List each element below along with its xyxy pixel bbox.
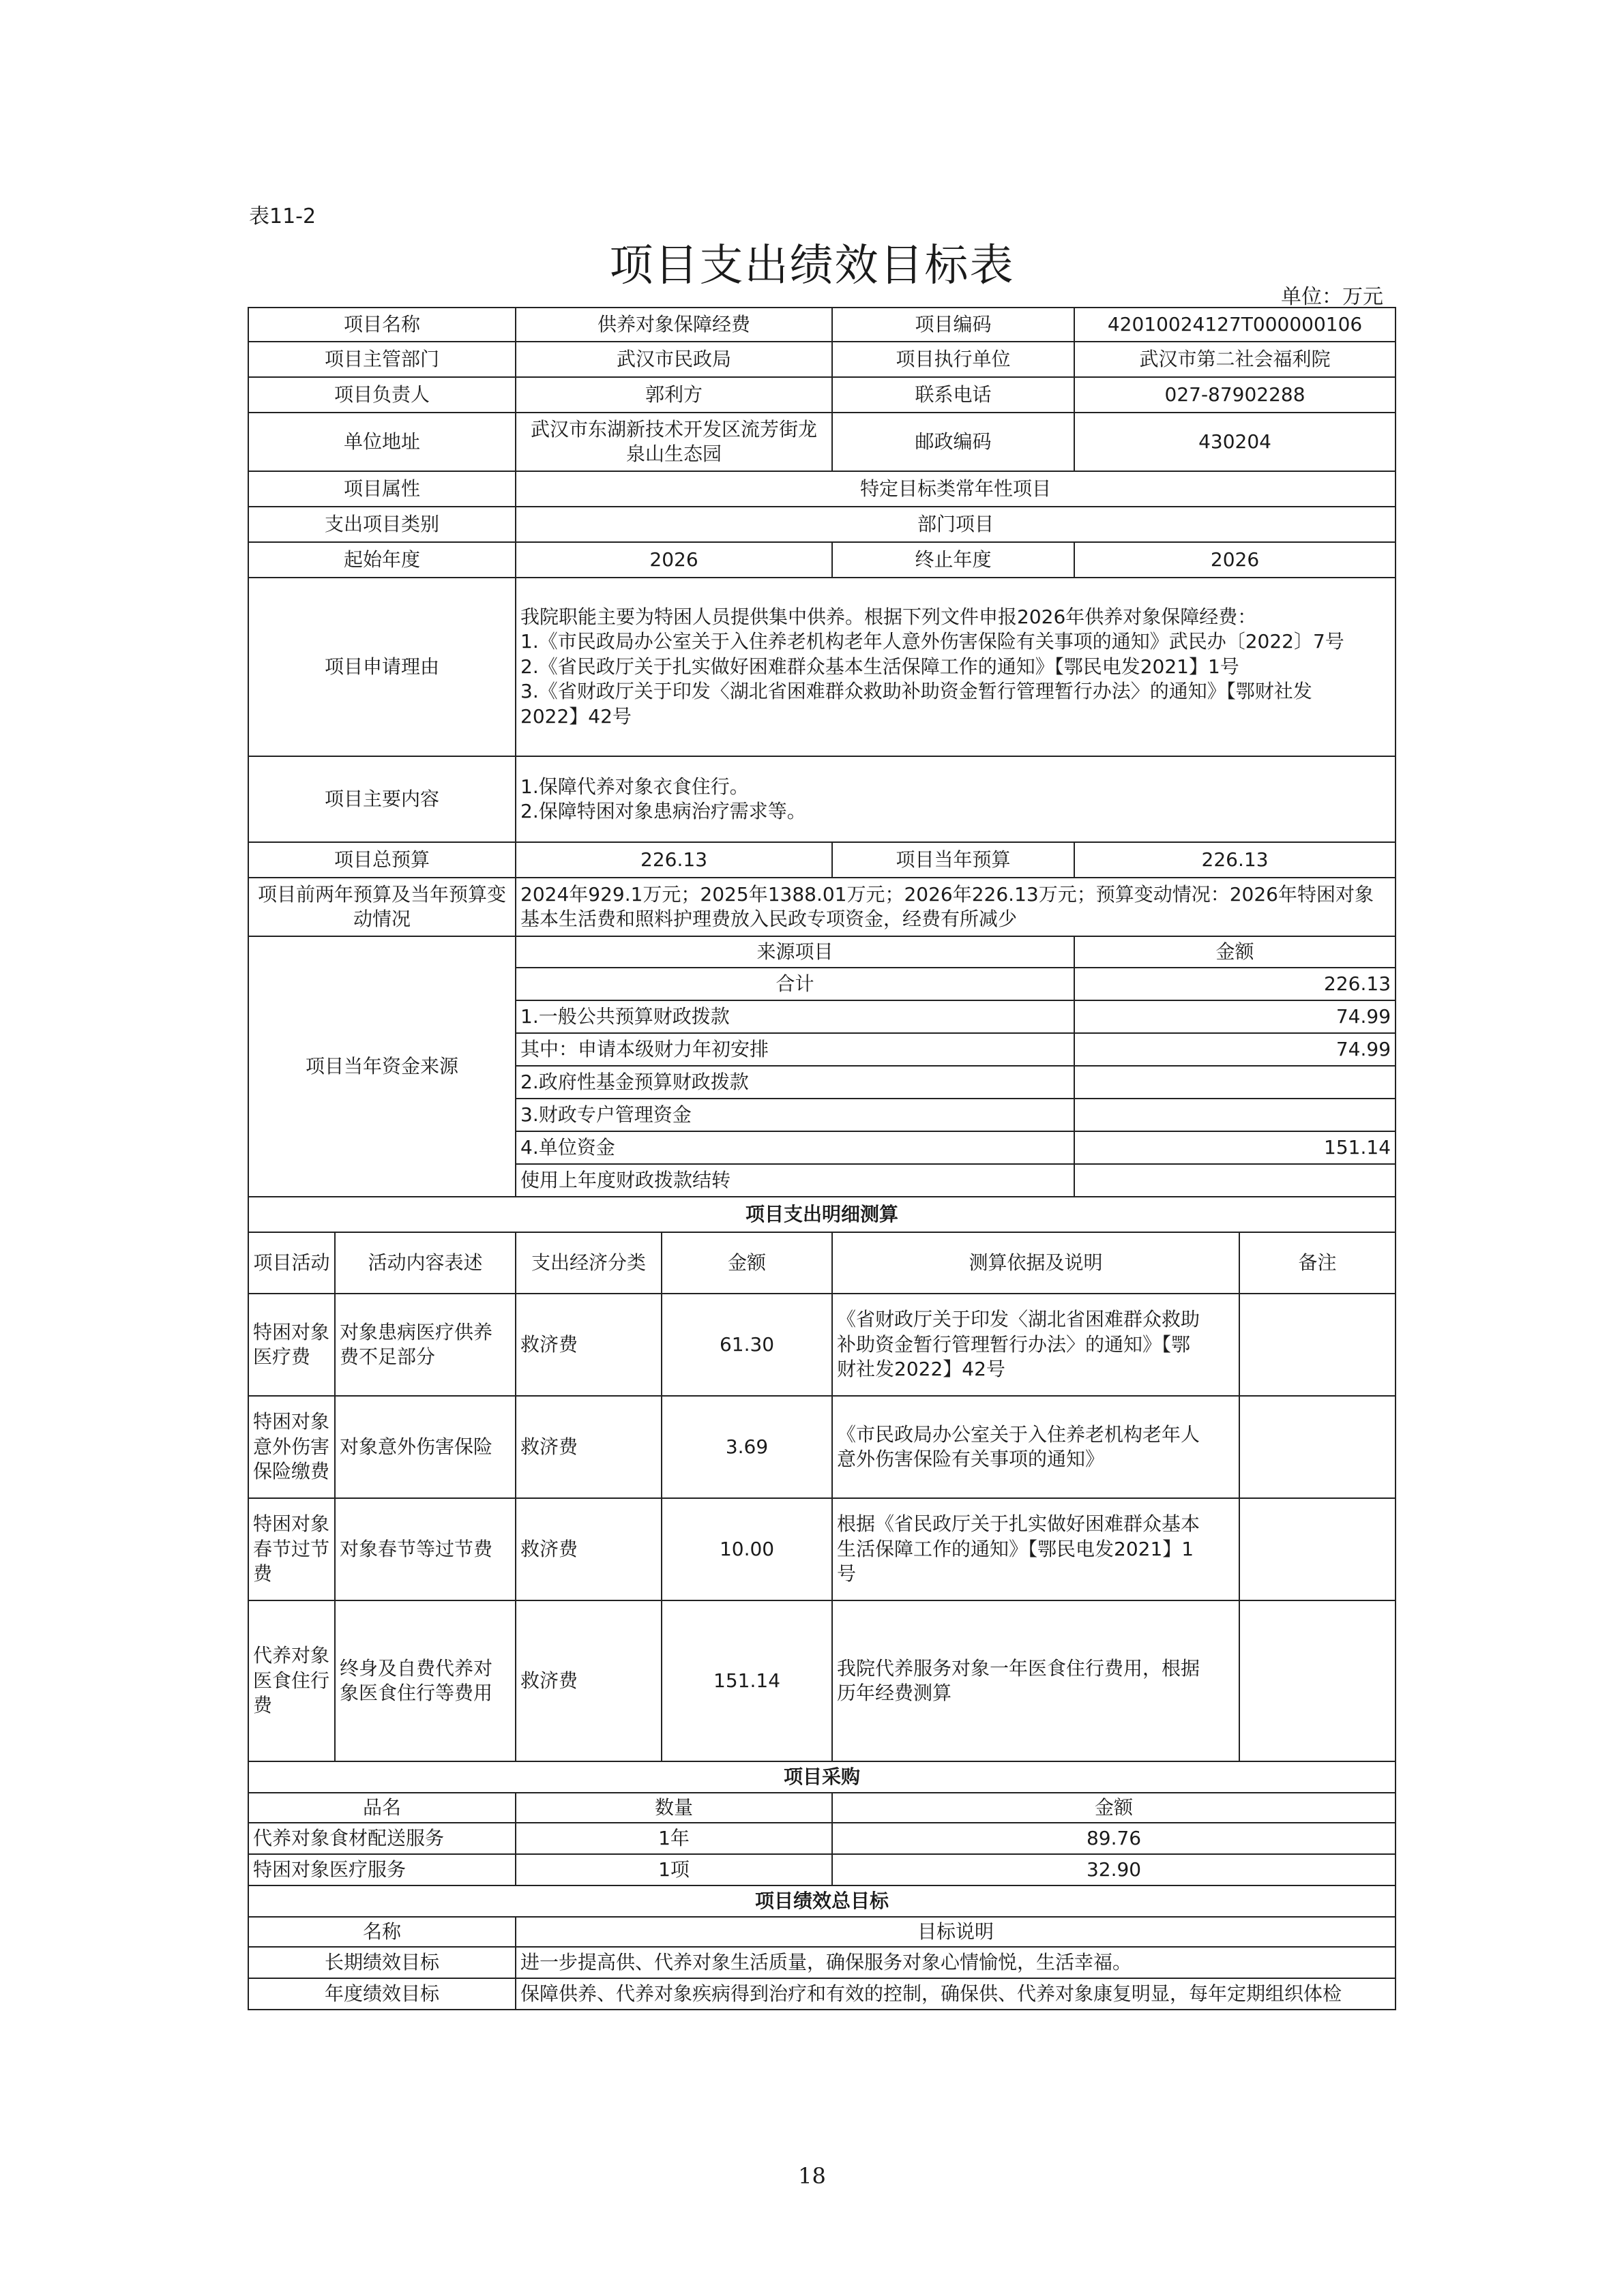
total-budget-value: 226.13 [516,842,832,878]
manager-label: 项目负责人 [248,377,516,413]
unit-label: 单位：万元 [1281,285,1383,309]
detail-col-amount: 金额 [662,1232,832,1294]
budget-change-label: 项目前两年预算及当年预算变 动情况 [248,878,516,936]
attr-label: 项目属性 [248,471,516,507]
document-title: 项目支出绩效目标表 [609,241,1015,291]
phone-label: 联系电话 [832,377,1074,413]
funding-source-name: 合计 [516,968,1074,1000]
detail-col-activity: 项目活动 [248,1232,335,1294]
procurement-section-header [248,1761,1396,1793]
procurement-amount: 32.90 [832,1854,1396,1885]
project-name-label: 项目名称 [248,308,516,342]
detail-row [248,1600,1396,1761]
row-content [248,756,1396,842]
start-year-label: 起始年度 [248,542,516,578]
project-name-value: 供养对象保障经费 [516,308,832,342]
goals-col-desc: 目标说明 [516,1917,1396,1947]
budget-change-value: 2024年929.1万元；2025年1388.01万元；2026年226.13万元；预算变动情况：2026年特困对象 基本生活费和照料护理费放入民政专项资金，经费有所减少 [516,878,1396,936]
procurement-section-title: 项目采购 [248,1761,1396,1793]
detail-activity: 代养对象 医食住行 费 [248,1600,335,1761]
detail-col-note: 备注 [1239,1232,1396,1294]
funding-source-name: 4.单位资金 [516,1131,1074,1164]
row-reason [248,578,1396,756]
detail-col-desc: 活动内容表述 [335,1232,516,1294]
funding-amount-header: 金额 [1074,936,1396,968]
detail-row [248,1396,1396,1498]
detail-class: 救济费 [516,1498,662,1600]
funding-source-amount [1074,1066,1396,1099]
detail-class: 救济费 [516,1294,662,1396]
funding-source-amount: 226.13 [1074,968,1396,1000]
detail-amount: 10.00 [662,1498,832,1600]
funding-source-amount [1074,1099,1396,1131]
postcode-label: 邮政编码 [832,413,1074,471]
detail-basis: 根据《省民政厅关于扎实做好困难群众基本 生活保障工作的通知》【鄂民电发2021】1 号 [832,1498,1239,1600]
exec-unit-label: 项目执行单位 [832,342,1074,377]
end-year-label: 终止年度 [832,542,1074,578]
row-category [248,507,1396,542]
goal-desc: 保障供养、代养对象疾病得到治疗和有效的控制，确保供、代养对象康复明显，每年定期组织体检 [516,1978,1396,2010]
row-budget [248,842,1396,878]
detail-note [1239,1396,1396,1498]
procurement-amount: 89.76 [832,1823,1396,1854]
reason-value: 我院职能主要为特困人员提供集中供养。根据下列文件申报2026年供养对象保障经费： 1.《市民政局办公室关于入住养老机构老年人意外伤害保险有关事项的通知》武民办〔2022〕7号 2.《省民政厅关于扎实做好困难群众基本生活保障工作的通知》【鄂民电发2021】1号 3.《省财政厅关于印发〈湖北省困难群众救助补助资金暂行管理暂行办法〉的通知》【鄂财社发 2022】42号 [516,578,1396,756]
address-value: 武汉市东湖新技术开发区流芳街龙 泉山生态园 [516,413,832,471]
total-budget-label: 项目总预算 [248,842,516,878]
detail-section-header [248,1197,1396,1232]
detail-note [1239,1294,1396,1396]
funding-source-name: 使用上年度财政拨款结转 [516,1164,1074,1197]
detail-desc: 对象患病医疗供养 费不足部分 [335,1294,516,1396]
performance-target-table [248,307,1396,2010]
dept-value: 武汉市民政局 [516,342,832,377]
procurement-qty: 1项 [516,1854,832,1885]
goals-column-headers [248,1917,1396,1947]
procurement-column-headers [248,1793,1396,1823]
detail-basis: 我院代养服务对象一年医食住行费用，根据 历年经费测算 [832,1600,1239,1761]
postcode-value: 430204 [1074,413,1396,471]
exec-unit-value: 武汉市第二社会福利院 [1074,342,1396,377]
content-value: 1.保障代养对象衣食住行。 2.保障特困对象患病治疗需求等。 [516,756,1396,842]
detail-col-class: 支出经济分类 [516,1232,662,1294]
goals-row [248,1947,1396,1978]
funding-source-amount: 74.99 [1074,1033,1396,1066]
detail-note [1239,1498,1396,1600]
goals-col-name: 名称 [248,1917,516,1947]
manager-value: 郭利方 [516,377,832,413]
reason-label: 项目申请理由 [248,578,516,756]
row-department [248,342,1396,377]
detail-class: 救济费 [516,1600,662,1761]
goal-desc: 进一步提高供、代养对象生活质量，确保服务对象心情愉悦，生活幸福。 [516,1947,1396,1978]
procurement-qty: 1年 [516,1823,832,1854]
goal-name: 长期绩效目标 [248,1947,516,1978]
procurement-name: 代养对象食材配送服务 [248,1823,516,1854]
category-value: 部门项目 [516,507,1396,542]
content-label: 项目主要内容 [248,756,516,842]
detail-col-basis: 测算依据及说明 [832,1232,1239,1294]
row-years [248,542,1396,578]
funding-source-amount: 74.99 [1074,1000,1396,1033]
row-manager [248,377,1396,413]
year-budget-label: 项目当年预算 [832,842,1074,878]
detail-row [248,1498,1396,1600]
row-budget-change [248,878,1396,936]
detail-activity: 特困对象 医疗费 [248,1294,335,1396]
dept-label: 项目主管部门 [248,342,516,377]
detail-amount: 61.30 [662,1294,832,1396]
detail-amount: 151.14 [662,1600,832,1761]
detail-amount: 3.69 [662,1396,832,1498]
procurement-row [248,1823,1396,1854]
detail-desc: 对象意外伤害保险 [335,1396,516,1498]
row-address [248,413,1396,471]
funding-label: 项目当年资金来源 [248,936,516,1197]
funding-source-name: 1.一般公共预算财政拨款 [516,1000,1074,1033]
detail-activity: 特困对象 意外伤害 保险缴费 [248,1396,335,1498]
phone-value: 027-87902288 [1074,377,1396,413]
detail-note [1239,1600,1396,1761]
detail-column-headers [248,1232,1396,1294]
row-attribute [248,471,1396,507]
goals-section-header [248,1885,1396,1917]
procurement-row [248,1854,1396,1885]
detail-basis: 《省财政厅关于印发〈湖北省困难群众救助 补助资金暂行管理暂行办法〉的通知》【鄂 财社发2022】42号 [832,1294,1239,1396]
project-code-value: 42010024127T000000106 [1074,308,1396,342]
row-funding-header [248,936,1396,968]
funding-source-name: 2.政府性基金预算财政拨款 [516,1066,1074,1099]
row-project-name [248,308,1396,342]
category-label: 支出项目类别 [248,507,516,542]
goals-section-title: 项目绩效总目标 [248,1885,1396,1917]
address-label: 单位地址 [248,413,516,471]
funding-source-name: 3.财政专户管理资金 [516,1099,1074,1131]
procurement-col-name: 品名 [248,1793,516,1823]
page-number: 18 [798,2163,826,2189]
detail-class: 救济费 [516,1396,662,1498]
project-code-label: 项目编码 [832,308,1074,342]
procurement-name: 特困对象医疗服务 [248,1854,516,1885]
start-year-value: 2026 [516,542,832,578]
year-budget-value: 226.13 [1074,842,1396,878]
funding-source-header: 来源项目 [516,936,1074,968]
funding-source-name: 其中：申请本级财力年初安排 [516,1033,1074,1066]
detail-desc: 终身及自费代养对 象医食住行等费用 [335,1600,516,1761]
attr-value: 特定目标类常年性项目 [516,471,1396,507]
goal-name: 年度绩效目标 [248,1978,516,2010]
detail-row [248,1294,1396,1396]
end-year-value: 2026 [1074,542,1396,578]
table-number: 表11-2 [249,205,316,228]
goals-row [248,1978,1396,2010]
detail-desc: 对象春节等过节费 [335,1498,516,1600]
detail-activity: 特困对象 春节过节 费 [248,1498,335,1600]
procurement-col-qty: 数量 [516,1793,832,1823]
detail-section-title: 项目支出明细测算 [248,1197,1396,1232]
funding-source-amount: 151.14 [1074,1131,1396,1164]
funding-source-amount [1074,1164,1396,1197]
procurement-col-amount: 金额 [832,1793,1396,1823]
detail-basis: 《市民政局办公室关于入住养老机构老年人 意外伤害保险有关事项的通知》 [832,1396,1239,1498]
